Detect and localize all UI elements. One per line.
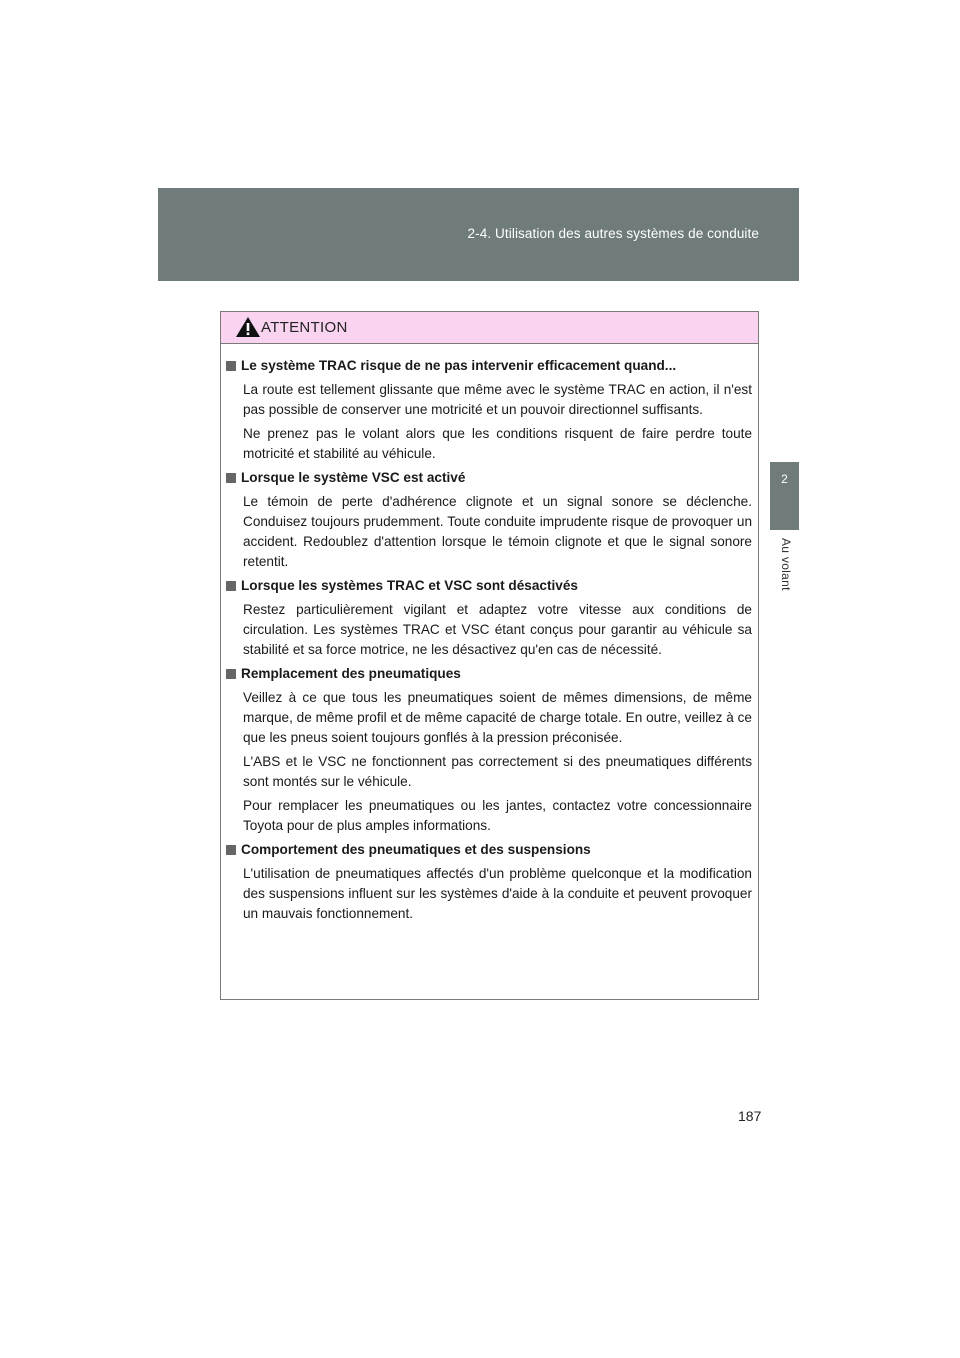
chapter-label: Au volant bbox=[779, 538, 793, 591]
chapter-number: 2 bbox=[781, 472, 788, 486]
caution-item bbox=[225, 840, 752, 924]
item-paragraph: Ne prenez pas le volant alors que les conditions risquent de faire perdre toute motricité et stabilité au véhicule. bbox=[243, 426, 752, 461]
item-paragraph: Le témoin de perte d'adhérence clignote et un signal sonore se déclenche. Conduisez toujours prudemment. Toute conduite imprudente risque de provoquer un accident. Redoublez d'attention lorsque le témoin clignote et que le signal sonore retentit. bbox=[243, 494, 752, 569]
bullet-square-icon bbox=[226, 361, 236, 371]
caution-item bbox=[225, 664, 752, 836]
item-heading bbox=[225, 468, 752, 488]
item-heading-text: Lorsque le système VSC est activé bbox=[241, 470, 466, 485]
caution-box bbox=[220, 311, 759, 1000]
item-paragraph: Pour remplacer les pneumatiques ou les jantes, contactez votre concessionnaire Toyota pour de plus amples informations. bbox=[243, 798, 752, 833]
bullet-square-icon bbox=[226, 845, 236, 855]
item-heading bbox=[225, 840, 752, 860]
item-paragraph: Restez particulièrement vigilant et adaptez votre vitesse aux conditions de circulation. Les systèmes TRAC et VSC étant conçus pour garantir au véhicule sa stabilité et sa force motrice, ne les désactivez qu'en cas de nécessité. bbox=[243, 602, 752, 657]
caution-item bbox=[225, 356, 752, 464]
item-heading bbox=[225, 356, 752, 376]
page-number: 187 bbox=[738, 1108, 762, 1124]
item-paragraph: Veillez à ce que tous les pneumatiques soient de mêmes dimensions, de même marque, de même profil et de même capacité de charge totale. En outre, veillez à ce que les pneus soient toujours gonflés à la pression préconisée. bbox=[243, 690, 752, 745]
caution-body bbox=[221, 344, 758, 924]
chapter-tab bbox=[770, 462, 799, 530]
warning-icon bbox=[235, 316, 261, 338]
section-title: 2-4. Utilisation des autres systèmes de conduite bbox=[467, 226, 759, 241]
item-heading bbox=[225, 664, 752, 684]
caution-title: ATTENTION bbox=[261, 319, 348, 336]
item-heading-text: Le système TRAC risque de ne pas intervenir efficacement quand... bbox=[241, 358, 677, 373]
item-heading-text: Remplacement des pneumatiques bbox=[241, 666, 461, 681]
bullet-square-icon bbox=[226, 669, 236, 679]
item-heading-text: Lorsque les systèmes TRAC et VSC sont désactivés bbox=[241, 578, 578, 593]
bullet-square-icon bbox=[226, 473, 236, 483]
caution-item bbox=[225, 576, 752, 660]
item-paragraph: L'ABS et le VSC ne fonctionnent pas correctement si des pneumatiques différents sont montés sur le véhicule. bbox=[243, 754, 752, 789]
item-heading bbox=[225, 576, 752, 596]
item-paragraph: L'utilisation de pneumatiques affectés d'un problème quelconque et la modification des suspensions influent sur les systèmes d'aide à la conduite et peuvent provoquer un mauvais fonctionnement. bbox=[243, 866, 752, 921]
item-paragraph: La route est tellement glissante que même avec le système TRAC en action, il n'est pas possible de conserver une motricité et un pouvoir directionnel suffisants. bbox=[243, 382, 752, 417]
caution-header bbox=[221, 312, 758, 344]
section-header-band bbox=[158, 188, 799, 281]
caution-item bbox=[225, 468, 752, 572]
item-heading-text: Comportement des pneumatiques et des suspensions bbox=[241, 842, 591, 857]
bullet-square-icon bbox=[226, 581, 236, 591]
